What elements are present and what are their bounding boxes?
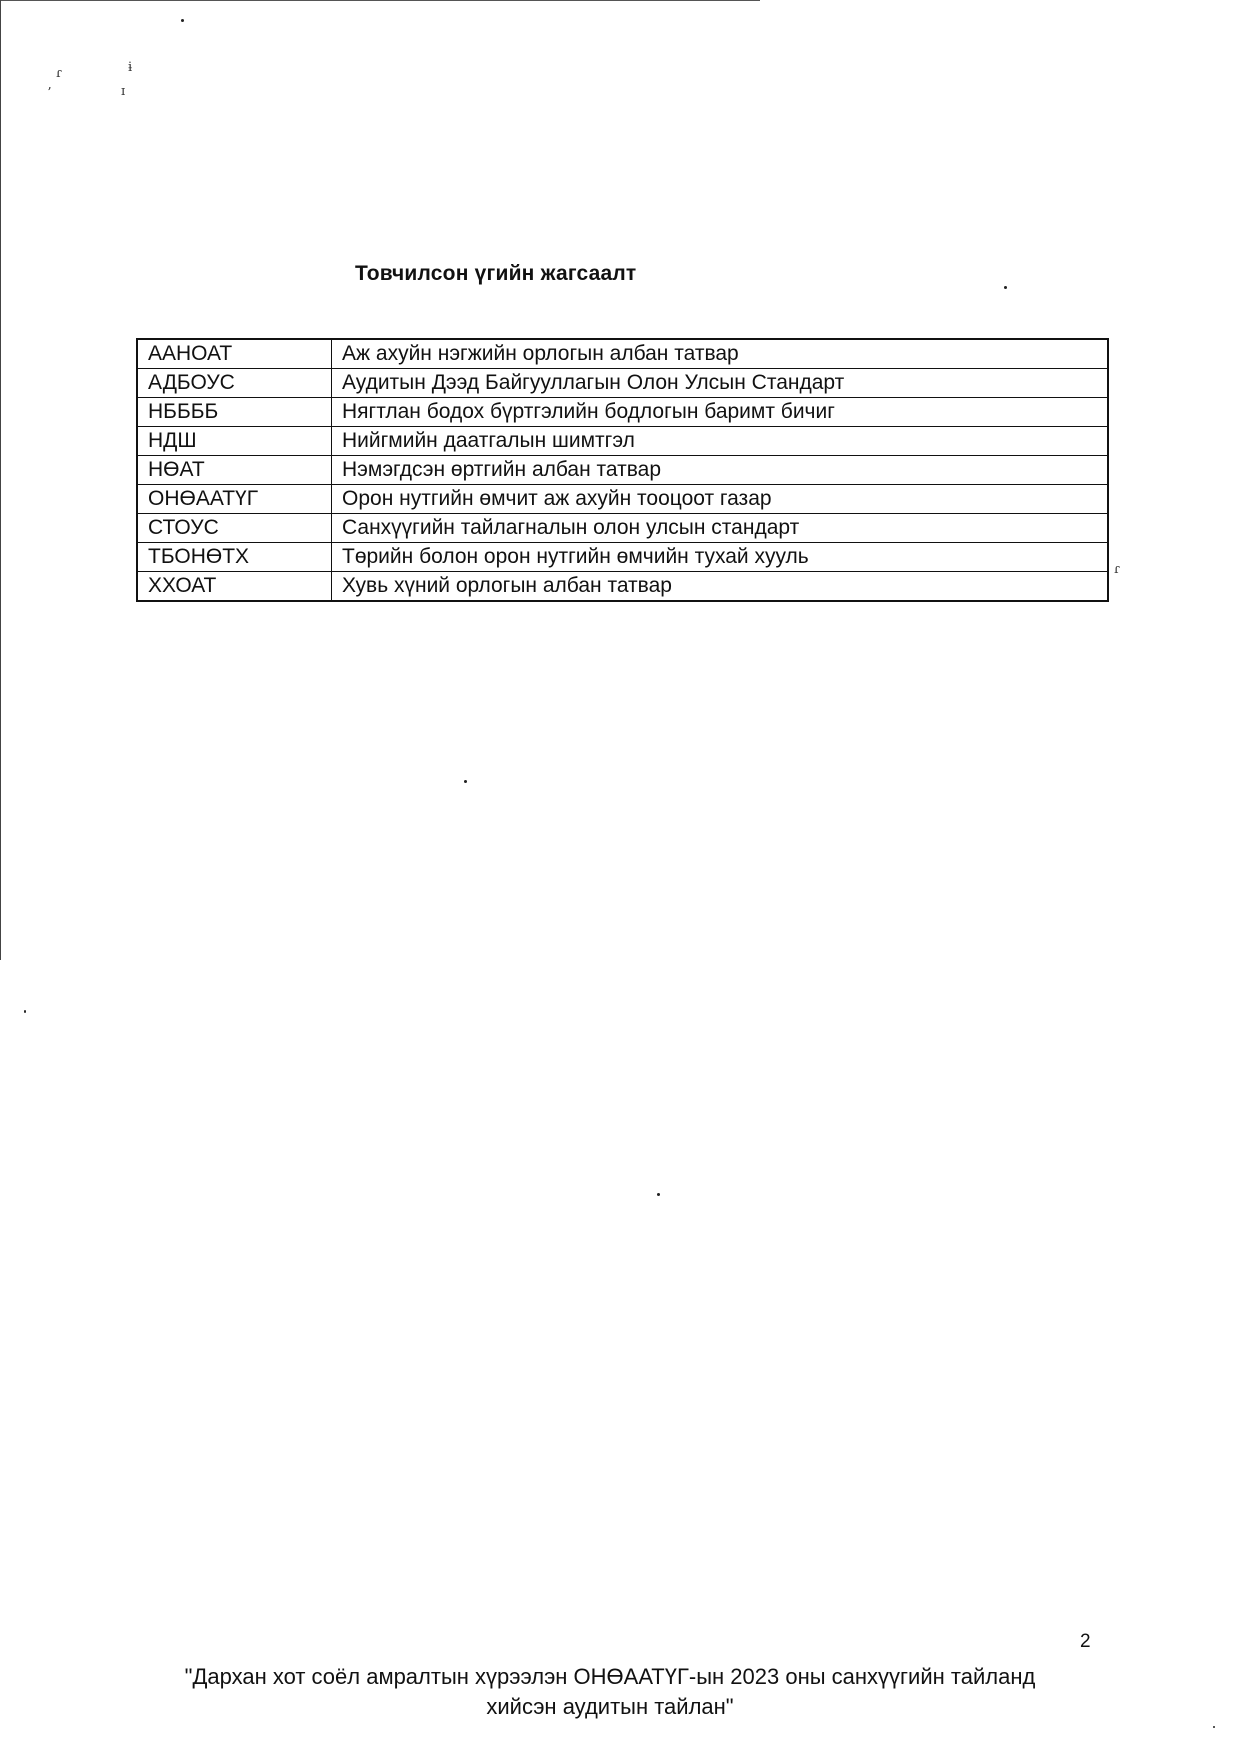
table-row bbox=[137, 485, 1108, 514]
footer-line-2: хийсэн аудитын тайлан" bbox=[486, 1694, 734, 1719]
abbreviation-meaning: Нягтлан бодох бүртгэлийн бодлогын баримт бичиг bbox=[332, 398, 1109, 427]
abbreviation-table bbox=[136, 338, 1109, 602]
table-row bbox=[137, 456, 1108, 485]
scan-speck bbox=[1004, 286, 1007, 289]
scan-edge-top bbox=[0, 0, 760, 1]
scan-mark: ɨ bbox=[128, 60, 133, 75]
abbreviation-meaning: Аудитын Дээд Байгууллагын Олон Улсын Стандарт bbox=[332, 369, 1109, 398]
abbreviation-code: ААНОАТ bbox=[137, 339, 332, 369]
abbreviation-code: ОНӨААТҮГ bbox=[137, 485, 332, 514]
scan-speck bbox=[657, 1193, 660, 1196]
table-row bbox=[137, 339, 1108, 369]
scan-mark: ɾ bbox=[56, 66, 62, 81]
page-number: 2 bbox=[1080, 1631, 1091, 1652]
abbreviation-meaning: Аж ахуйн нэгжийн орлогын албан татвар bbox=[332, 339, 1109, 369]
abbreviation-meaning: Төрийн болон орон нутгийн өмчийн тухай хууль bbox=[332, 543, 1109, 572]
table-row bbox=[137, 398, 1108, 427]
scan-speck bbox=[1213, 1726, 1215, 1728]
scan-edge-left bbox=[0, 0, 1, 960]
table-row bbox=[137, 572, 1108, 602]
abbreviation-meaning: Орон нутгийн өмчит аж ахуйн тооцоот газар bbox=[332, 485, 1109, 514]
document-footer bbox=[100, 1662, 1120, 1722]
document-title: Товчилсон үгийн жагсаалт bbox=[355, 262, 637, 285]
scan-mark: ɪ bbox=[121, 84, 126, 99]
abbreviation-code: ТБОНӨТХ bbox=[137, 543, 332, 572]
footer-line-1: "Дархан хот соёл амралтын хүрээлэн ОНӨААТҮГ-ын 2023 оны санхүүгийн тайланд bbox=[184, 1664, 1036, 1689]
scan-mark: ʼ bbox=[47, 86, 52, 101]
abbreviation-code: ХХОАТ bbox=[137, 572, 332, 602]
abbreviation-code: НӨАТ bbox=[137, 456, 332, 485]
abbreviation-code: АДБОУС bbox=[137, 369, 332, 398]
abbreviation-meaning: Санхүүгийн тайлагналын олон улсын стандарт bbox=[332, 514, 1109, 543]
abbreviation-code: НББББ bbox=[137, 398, 332, 427]
abbreviation-meaning: Хувь хүний орлогын албан татвар bbox=[332, 572, 1109, 602]
scan-speck bbox=[464, 780, 467, 783]
scan-speck bbox=[181, 19, 184, 22]
scan-speck bbox=[24, 1010, 26, 1013]
table-row bbox=[137, 514, 1108, 543]
abbreviation-meaning: Нэмэгдсэн өртгийн албан татвар bbox=[332, 456, 1109, 485]
table-row bbox=[137, 427, 1108, 456]
abbreviation-table-body bbox=[137, 339, 1108, 601]
abbreviation-code: НДШ bbox=[137, 427, 332, 456]
abbreviation-code: СТОУС bbox=[137, 514, 332, 543]
abbreviation-meaning: Нийгмийн даатгалын шимтгэл bbox=[332, 427, 1109, 456]
table-row bbox=[137, 369, 1108, 398]
scan-mark: ɾ bbox=[1114, 562, 1120, 577]
table-row bbox=[137, 543, 1108, 572]
